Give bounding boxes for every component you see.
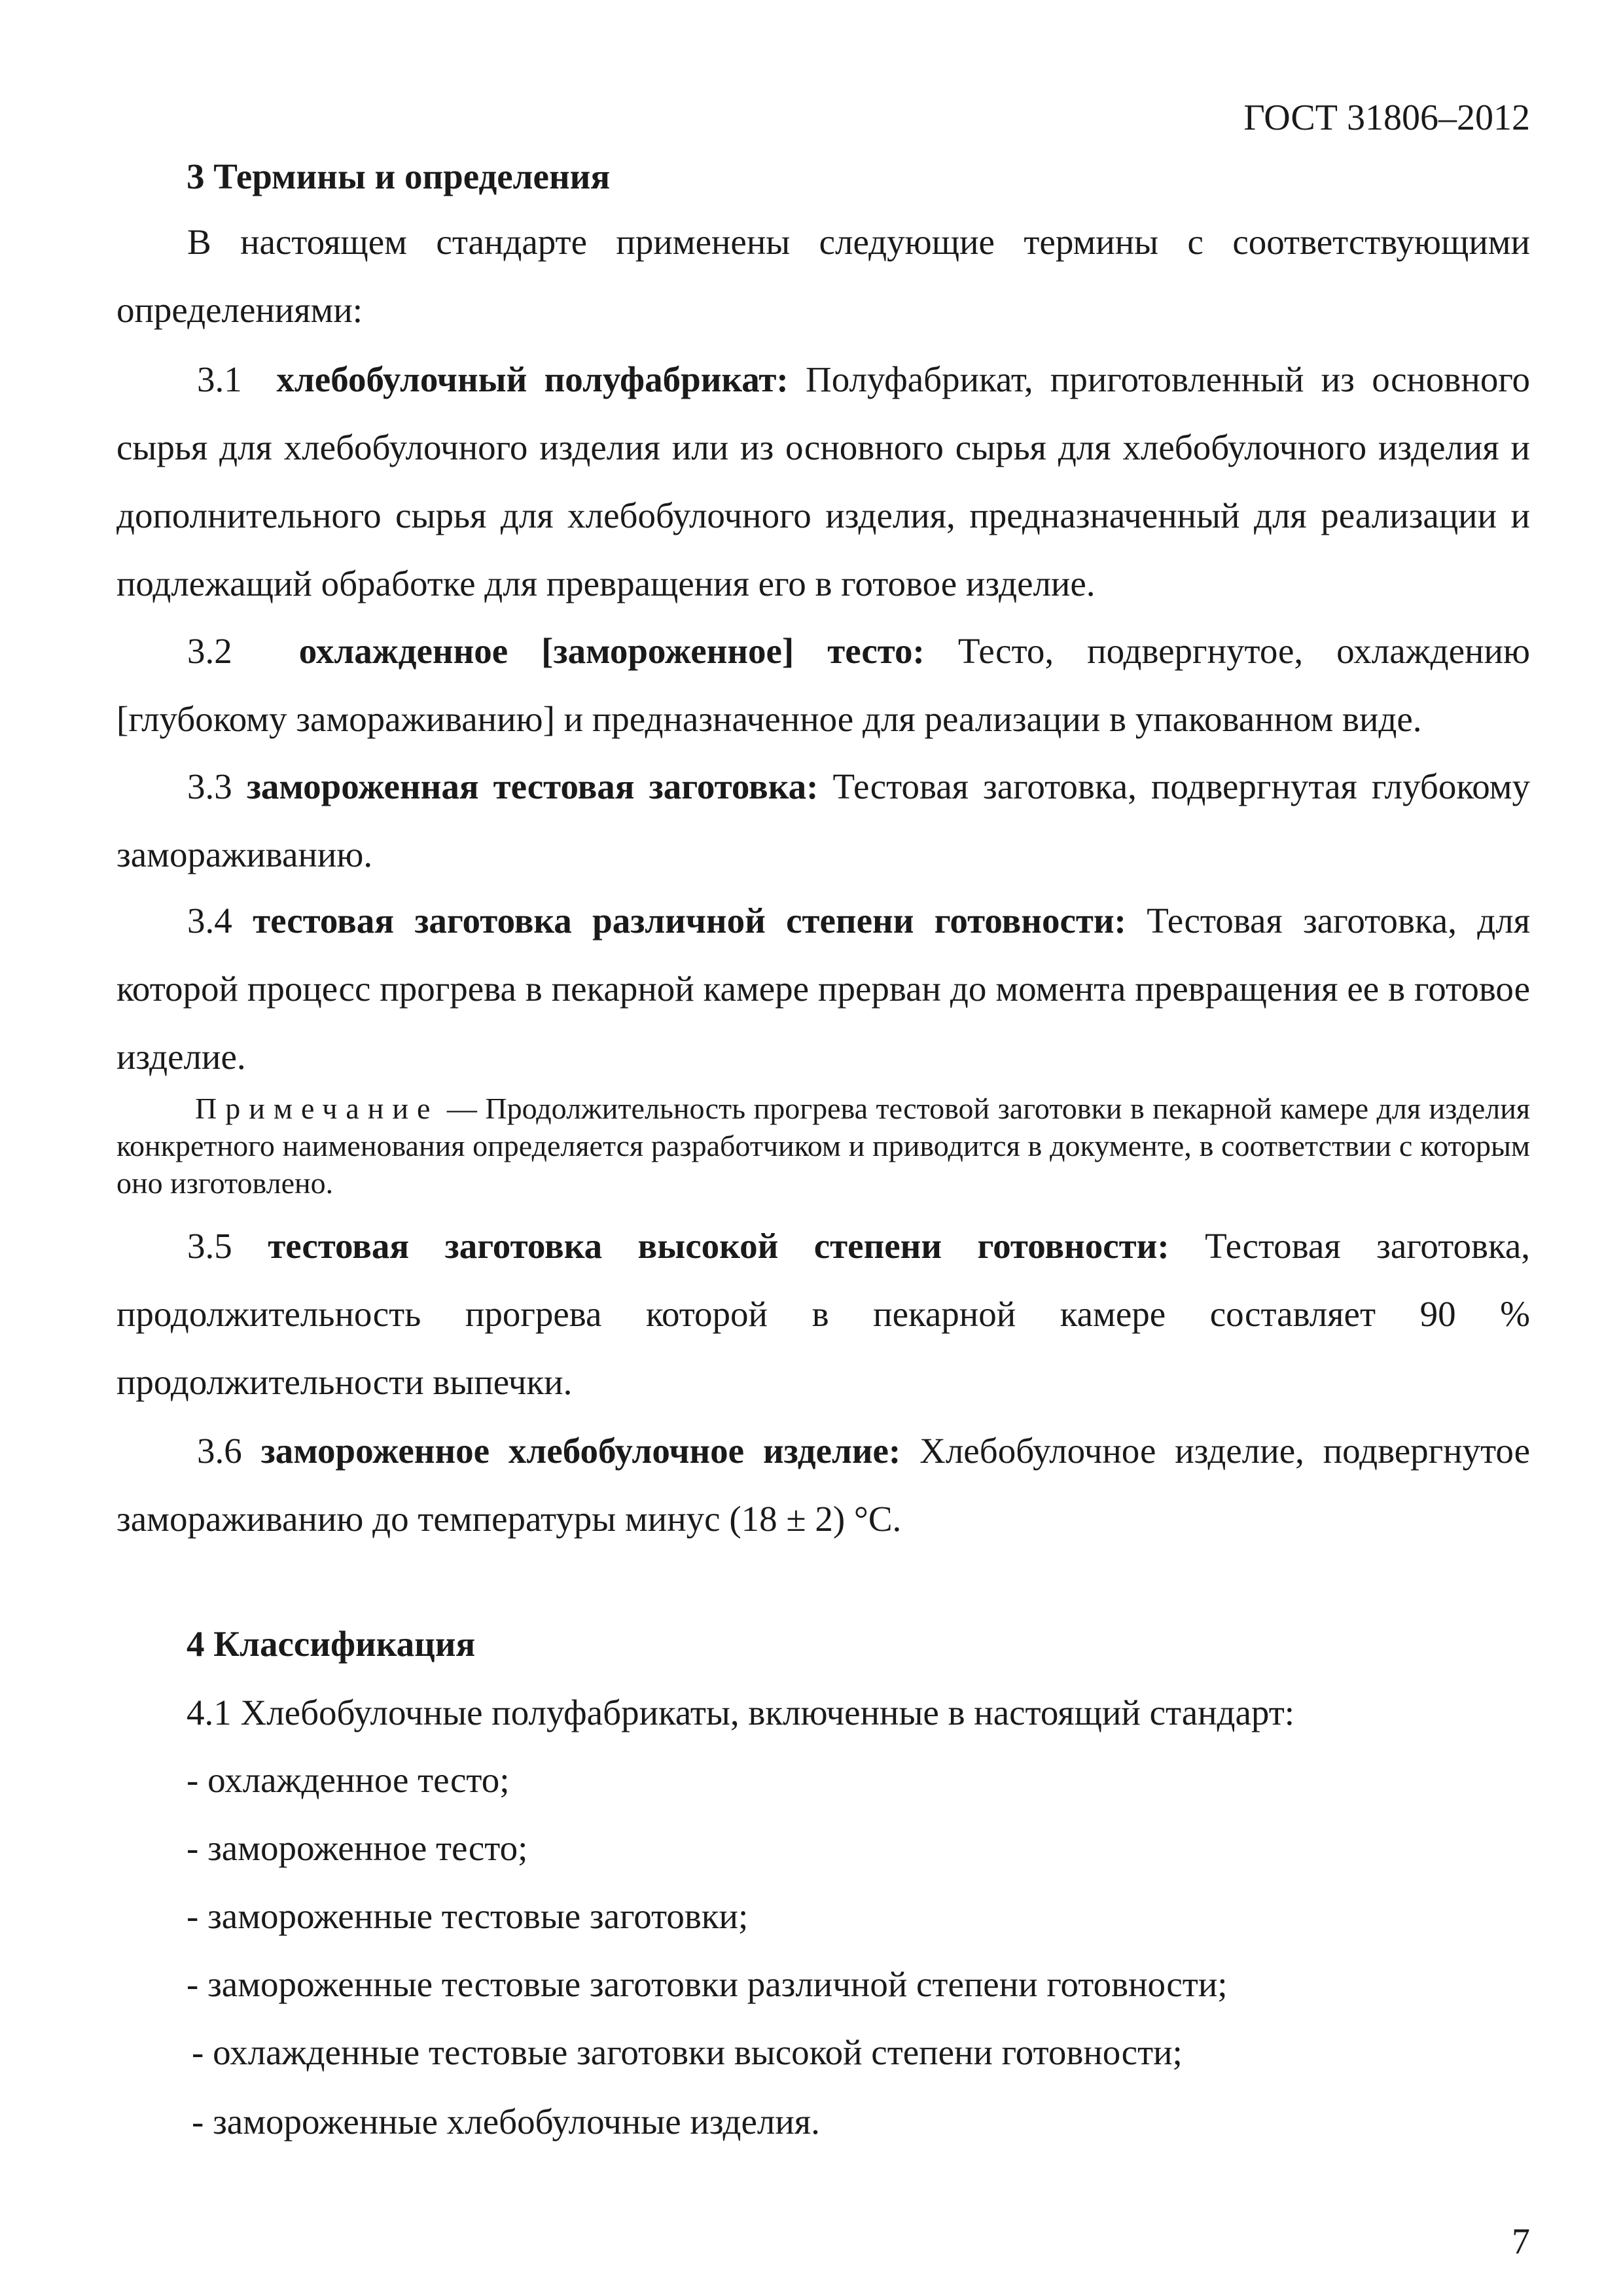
- term-number: 3.3: [187, 766, 232, 806]
- term-definition: Тестовая заготовка, подвергнутая глубокому замораживанию.: [116, 766, 1531, 874]
- classification-list-item: - замороженные тестовые заготовки различной степени готовности;: [187, 1964, 1228, 2004]
- term-3-4: [116, 887, 1530, 1091]
- term-number: 3.1: [197, 359, 242, 399]
- term-3-6: [116, 1417, 1530, 1553]
- term-number: 3.5: [187, 1226, 232, 1266]
- classification-list-item: - охлажденное тесто;: [187, 1760, 510, 1800]
- term-name: замороженная тестовая заготовка:: [246, 766, 819, 806]
- term-name: тестовая заготовка различной степени готовности:: [253, 901, 1126, 941]
- term-definition: Тестовая заготовка, продолжительность прогрева которой в пекарной камере составляет 90 % продолжительности выпечки.: [116, 1226, 1531, 1402]
- note-text: — Продолжительность прогрева тестовой заготовки в пекарной камере для изделия конкретного наименования определяется разработчиком и приводится в документе, в соответствии с которым оно изготовлено.: [116, 1092, 1530, 1200]
- term-3-3: [116, 753, 1530, 889]
- term-number: 3.4: [187, 901, 232, 941]
- term-number: 3.2: [187, 631, 232, 671]
- page-number: 7: [1512, 2221, 1530, 2262]
- classification-list-item: - замороженные тестовые заготовки;: [187, 1896, 749, 1936]
- term-3-1: [116, 346, 1530, 618]
- term-name: замороженное хлебобулочное изделие:: [260, 1431, 901, 1471]
- note-label: Примечание: [195, 1092, 439, 1125]
- classification-list-item: - замороженное тесто;: [187, 1828, 528, 1868]
- term-3-5: [116, 1212, 1530, 1416]
- term-definition: Тестовая заготовка, для которой процесс прогрева в пекарной камере прерван до момента превращения ее в готовое изделие.: [116, 901, 1531, 1077]
- term-definition: Хлебобулочное изделие, подвергнутое замораживанию до температуры минус (18 ± 2) °С.: [116, 1431, 1531, 1539]
- document-id-header: ГОСТ 31806–2012: [1243, 98, 1530, 138]
- term-3-2: [116, 617, 1530, 753]
- section-4-title: 4 Классификация: [187, 1624, 476, 1664]
- term-definition: Тесто, подвергнутое, охлаждению [глубокому замораживанию] и предназначенное для реализации в упакованном виде.: [116, 631, 1531, 739]
- term-number: 3.6: [197, 1431, 242, 1471]
- term-name: хлебобулочный полуфабрикат:: [276, 359, 789, 399]
- term-name: тестовая заготовка высокой степени готовности:: [268, 1226, 1169, 1266]
- note: [116, 1090, 1530, 1202]
- term-name: охлажденное [замороженное] тесто:: [298, 631, 925, 671]
- section-4-intro: 4.1 Хлебобулочные полуфабрикаты, включенные в настоящий стандарт:: [187, 1693, 1295, 1732]
- classification-list-item: - замороженные хлебобулочные изделия.: [192, 2102, 820, 2142]
- classification-list-item: - охлажденные тестовые заготовки высокой степени готовности;: [192, 2032, 1183, 2072]
- section-3-title: 3 Термины и определения: [187, 156, 611, 196]
- term-definition: Полуфабрикат, приготовленный из основного сырья для хлебобулочного изделия или из основного сырья для хлебобулочного изделия и дополнительного сырья для хлебобулочного изделия, предназначенный для реализации и подлежащий обработке для превращения его в готовое изделие.: [116, 359, 1531, 603]
- section-3-intro: В настоящем стандарте применены следующие термины с соответствующими определениями:: [116, 222, 1530, 330]
